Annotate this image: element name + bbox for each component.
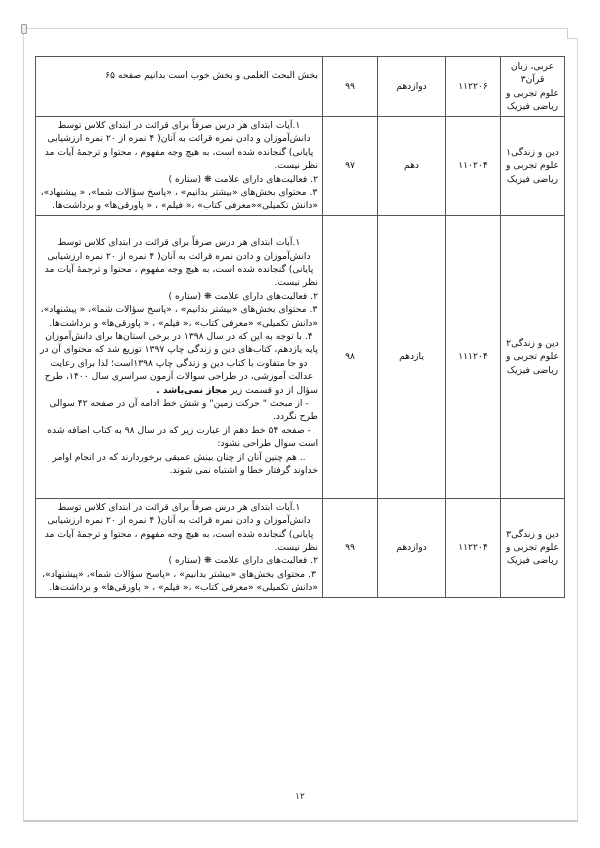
note-item: ۲. فعالیت‌های دارای علامت ❋ (ستاره ) (168, 173, 318, 185)
table-row (36, 117, 565, 216)
page-corner-fold (567, 28, 578, 39)
subject-line: دین و زندگی۱ (506, 146, 559, 158)
note-item: ۲. فعالیت‌های دارای علامت ❋ (ستاره ) (168, 290, 318, 302)
year-cell: ۹۹ (323, 498, 378, 597)
code-cell: ۱۱۲۲۰۶ (446, 57, 501, 117)
note-item-4-emphasis: مجاز نمی‌باشد . (156, 384, 228, 396)
subject-cell (501, 215, 565, 498)
subject-line: ریاضی فیزیک (506, 364, 559, 376)
page-number: ۱۲ (295, 792, 305, 802)
note-item: ۱.آیات ابتدای هر درس صرفاً برای قرائت در ابتدای کلاس توسط دانش‌آموزان و دادن نمره قرائت به آنان( ۴ نمره از ۲۰ نمره ارزشیابی پایانی) گنجانده شده است، به هیچ وجه مفهوم ، محتوا و ترجمهٔ آیات مد نظر نیست. (44, 237, 318, 289)
subject-line: علوم تجربی و (505, 351, 559, 363)
subject-cell (501, 117, 565, 216)
subject-cell (501, 498, 565, 597)
grade-cell: دهم (378, 117, 446, 216)
subject-line: ریاضی فیزیک (506, 173, 559, 185)
note-subitem: - صفحه ۵۴ خط دهم از عبارت زیر که در سال ۹۸ به کتاب اضافه شده است سوال طراحی نشود: (47, 424, 318, 450)
notes-cell (36, 498, 323, 597)
note-item: ۳. محتوای بخش‌های «بیشتر بدانیم» ، «پاسخ سؤالات شما»، «پیشنهاد»، «دانش تکمیلی» «معرفی کتاب» ،« فیلم» ، « پاورقی‌ها» و برداشت‌ها. (42, 568, 318, 594)
code-cell: ۱۱۱۲۰۴ (446, 215, 501, 498)
notes-cell (36, 57, 323, 117)
grade-cell: یازدهم (378, 215, 446, 498)
subject-cell (501, 57, 565, 117)
subject-line: دین و زندگی۲ (506, 337, 559, 349)
note-item: ۱.آیات ابتدای هر درس صرفاً برای قرائت در ابتدای کلاس توسط دانش‌آموزان و دادن نمره قرائت به آنان( ۴ نمره از ۲۰ نمره ارزشیابی پایانی) گنجانده شده است، به هیچ وجه مفهوم ، محتوا و ترجمهٔ آیات مد نظر نیست. (44, 501, 318, 554)
note-subitem: - از مبحث " حرکت زمین" و شش خط ادامه آن در صفحه ۴۲ سوالی طرح نگردد. (49, 398, 318, 423)
year-cell: ۹۹ (323, 57, 378, 117)
subject-line: دین و زندگی۳ (506, 528, 559, 540)
exam-exclusions-table (35, 56, 565, 598)
subject-line: قرآن۳ (520, 74, 545, 86)
subject-line: علوم تجربی و (505, 542, 559, 554)
table-row (36, 215, 565, 498)
year-cell: ۹۸ (323, 215, 378, 498)
note-item-4 (40, 330, 318, 397)
table-row (36, 57, 565, 117)
note-item: بخش البحث العلمی و بخش خوب است بدانیم صفحه ۶۵ (105, 70, 318, 81)
code-cell: ۱۱۲۲۰۴ (446, 498, 501, 597)
grade-cell: دوازدهم (378, 498, 446, 597)
note-item-4-text: ۴. با توجه به این که در سال ۱۳۹۸ در برخی استان‌ها برای دانش‌آموزان پایه یازدهم، کتاب‌های دین و زندگی چاپ ۱۳۹۷ توزیع شد که محتوای آن در دو جا متفاوت با کتاب دین و زندگی چاپ ۱۳۹۸است؛ لذا برای رعایت عدالت آموزشی، در طراحی سوالات آزمون سراسری سال ۱۴۰۰، طرح سؤال از دو قسمت زیر (40, 331, 318, 396)
note-item: ۱.آیات ابتدای هر درس صرفاً برای قرائت در ابتدای کلاس توسط دانش‌آموزان و دادن نمره قرائت به آنان( ۴ نمره از ۲۰ نمره ارزشیابی پایانی) گنجانده شده است، به هیچ وجه مفهوم ، محتوا و ترجمهٔ آیات مد نظر نیست. (44, 120, 318, 172)
anchor-icon (21, 24, 27, 34)
year-cell: ۹۷ (323, 117, 378, 216)
note-item: ۳. محتوای بخش‌های «بیشتر بدانیم» ، «پاسخ سؤالات شما»، « پیشنهاد»، «دانش تکمیلی» «معرفی کتاب» ،« فیلم» ، « پاورقی‌ها» و برداشت‌ها. (40, 304, 318, 329)
subject-line: علوم تجربی و (505, 160, 559, 172)
notes-cell (36, 215, 323, 498)
subject-line: ریاضی فیزیک (506, 555, 559, 567)
note-quote: .. هم چنین آنان از چنان بینش عمیقی برخوردارند که در انجام اوامر خداوند گرفتار خطا و اشتباه نمی شوند. (52, 451, 318, 477)
grade-cell: دوازدهم (378, 57, 446, 117)
subject-line: عربی، زبان (510, 60, 555, 72)
note-item: ۲. فعالیت‌های دارای علامت ❋ (ستاره ) (168, 555, 318, 567)
table-row (36, 498, 565, 597)
note-item: ۳. محتوای بخش‌های «بیشتر بدانیم» ، «پاسخ سؤالات شما»، « پیشنهاد»، «دانش تکمیلی»«معرفی کتاب» ،« فیلم» ، « پاورقی‌ها» و برداشت‌ها. (40, 187, 318, 212)
subject-line: ریاضی فیزیک (506, 100, 559, 112)
notes-cell (36, 117, 323, 216)
subject-line: علوم تجربی و (505, 87, 559, 99)
code-cell: ۱۱۰۲۰۴ (446, 117, 501, 216)
